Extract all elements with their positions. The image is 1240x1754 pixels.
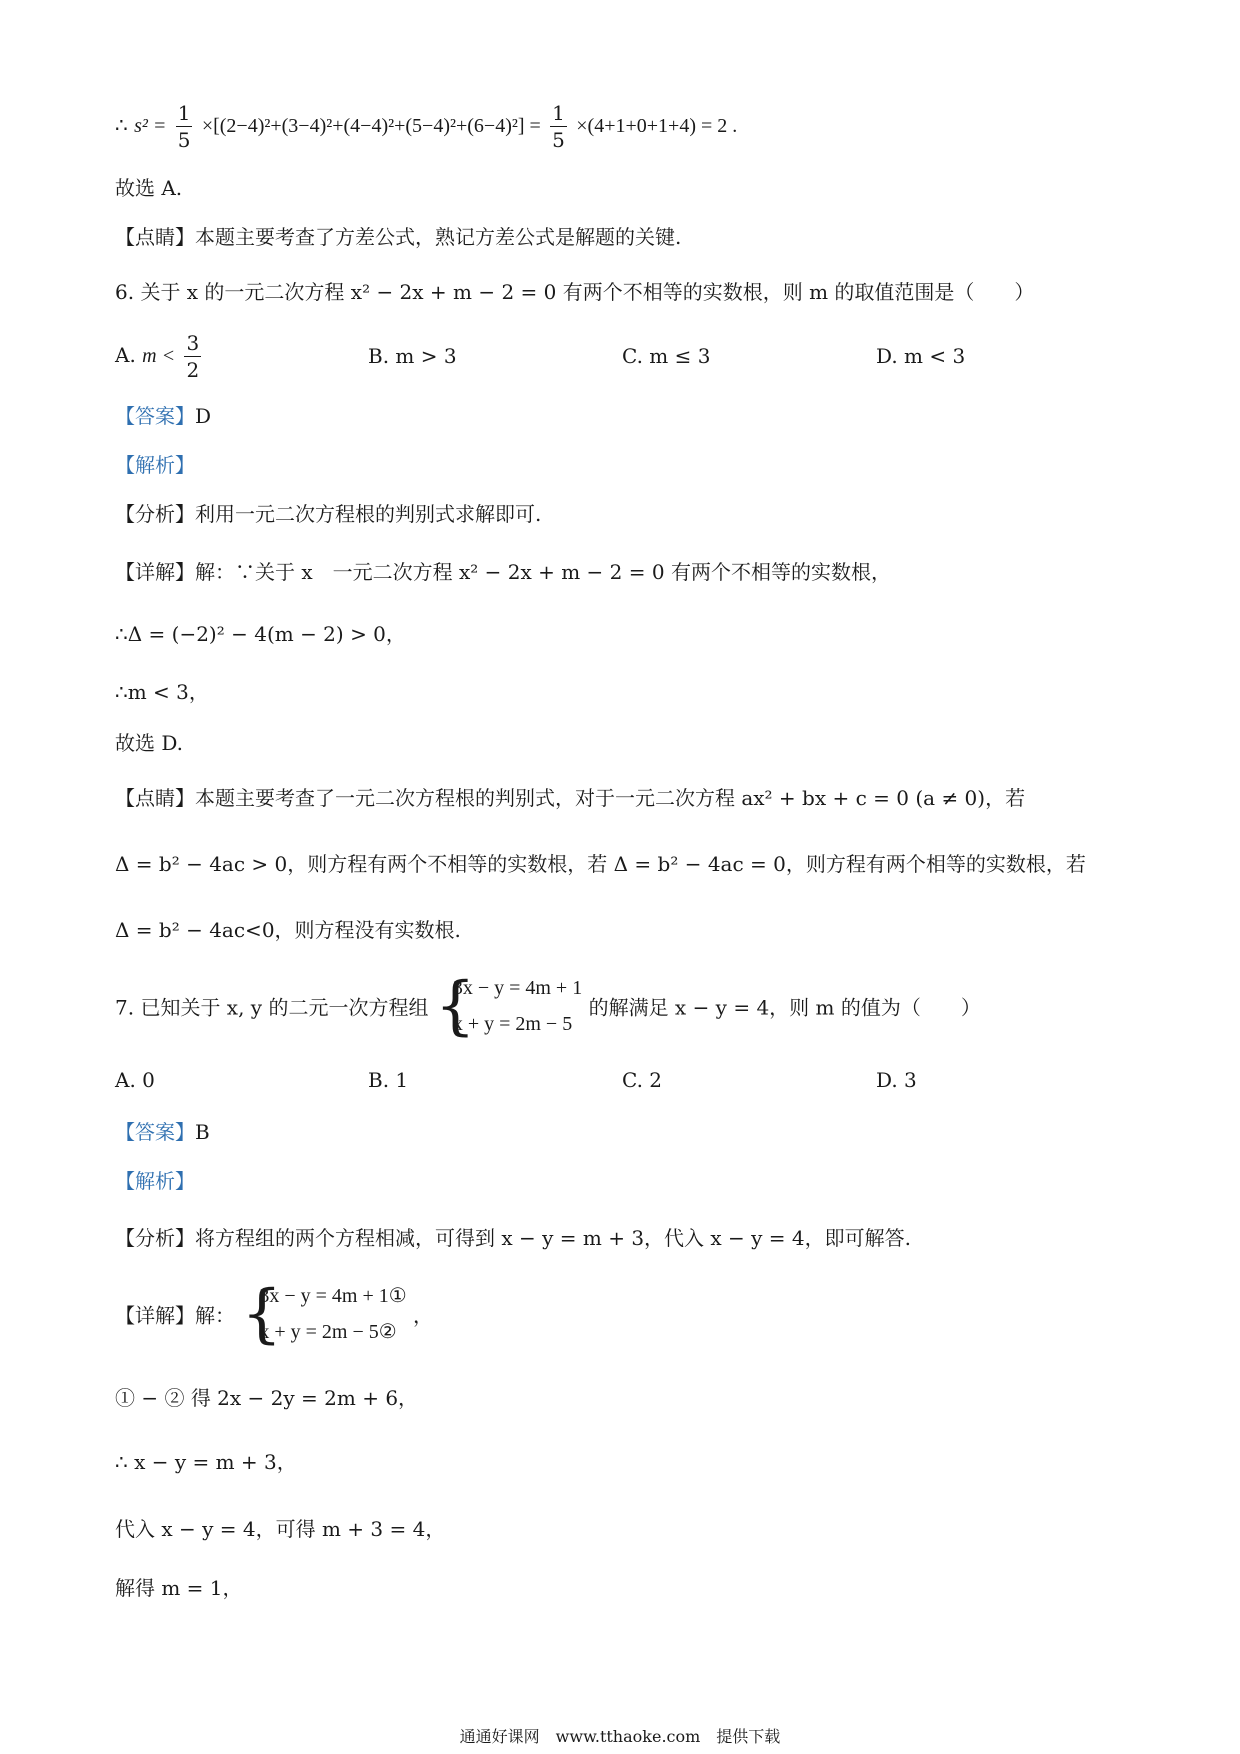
brace-icon: { [241, 1277, 283, 1351]
q6-analysis-tag: 【解析】 [115, 453, 195, 477]
variance-formula-line [115, 100, 737, 153]
q7-stem-post: 的解满足 x − y = 4，则 m 的值为（ ） [588, 995, 981, 1020]
q6-option-b: B. m > 3 [368, 344, 457, 368]
q6-step-2: ∴m < 3， [115, 680, 209, 704]
system-eq-2: x + y = 2m − 5 [452, 1013, 573, 1035]
dianjing-tag: 【点睛】 [115, 225, 195, 249]
q7-fenxi [115, 1222, 911, 1251]
solution-post: ， [413, 1303, 434, 1328]
fraction-numerator: 1 [552, 101, 565, 125]
page-footer: 通通好课网 www.tthaoke.com 提供下载 [459, 1727, 781, 1746]
select-a-line: 故选 A. [115, 176, 183, 200]
question-7-stem [115, 970, 981, 1042]
dianjing-text-1: 本题主要考查了一元二次方程根的判别式，对于一元二次方程 ax² + bx + c = 0 (a ≠ 0)，若 [195, 786, 1026, 810]
xiangjie-text: 解：∵关于 x 一元二次方程 x² − 2x + m − 2 = 0 有两个不相等的实数根， [195, 560, 891, 584]
fraction-denominator: 2 [186, 358, 200, 382]
q7-xiangjie [115, 1278, 433, 1350]
q6-option-d: D. m < 3 [876, 344, 966, 368]
dianjing-tag: 【点睛】 [115, 786, 195, 810]
fraction-numerator: 1 [177, 101, 191, 125]
answer-value: B [195, 1120, 210, 1144]
q7-step-3: 代入 x − y = 4，可得 m + 3 = 4， [115, 1517, 446, 1541]
q6-option-a [115, 330, 204, 383]
q7-option-b: B. 1 [368, 1068, 409, 1092]
q7-option-c: C. 2 [622, 1068, 663, 1092]
xiangjie-pre: 解： [195, 1303, 235, 1328]
q7-stem-pre: 7. 已知关于 x, y 的二元一次方程组 [115, 995, 429, 1020]
q7-step-2: ∴ x − y = m + 3， [115, 1450, 297, 1474]
variance-lhs: s² = [134, 115, 167, 137]
fraction-numerator: 3 [186, 331, 200, 355]
q6-step-1: ∴Δ = (−2)² − 4(m − 2) > 0， [115, 622, 406, 646]
q6-answer [115, 400, 211, 429]
system-eq-1: 3x − y = 4m + 1 [452, 977, 583, 999]
answer-tag: 【答案】 [115, 404, 195, 428]
q7-option-a: A. 0 [115, 1068, 155, 1092]
answer-value: D [195, 404, 212, 428]
option-a-label: A. [115, 343, 136, 367]
q7-analysis-tag: 【解析】 [115, 1169, 195, 1193]
q6-dianjing-2: Δ = b² − 4ac > 0，则方程有两个不相等的实数根，若 Δ = b² − 4ac = 0，则方程有两个相等的实数根，若 [115, 852, 1086, 876]
fraction-denominator: 5 [177, 128, 191, 152]
q6-dianjing-3: Δ = b² − 4ac<0，则方程没有实数根. [115, 918, 461, 942]
q7-equation-system [435, 970, 582, 1042]
q6-option-c: C. m ≤ 3 [622, 344, 711, 368]
xiangjie-tag: 【详解】 [115, 560, 195, 584]
q6-xiangjie [115, 556, 891, 585]
answer-tag: 【答案】 [115, 1120, 195, 1144]
fenxi-text: 利用一元二次方程根的判别式求解即可. [195, 502, 542, 526]
fraction-one-fifth [176, 100, 193, 153]
variance-result: ×(4+1+0+1+4) = 2 . [576, 115, 738, 137]
q7-step-4: 解得 m = 1， [115, 1576, 243, 1600]
q6-fenxi [115, 498, 541, 527]
q7-solution-system [241, 1278, 406, 1350]
fraction-one-fifth-2 [550, 100, 567, 153]
dianjing-text: 本题主要考查了方差公式，熟记方差公式是解题的关键. [195, 225, 682, 249]
variance-body: ×[(2−4)²+(3−4)²+(4−4)²+(5−4)²+(6−4)²] = [201, 115, 541, 137]
q6-dianjing-1 [115, 782, 1025, 811]
q6-step-3: 故选 D. [115, 731, 184, 755]
q7-option-d: D. 3 [876, 1068, 917, 1092]
question-6-stem: 6. 关于 x 的一元二次方程 x² − 2x + m − 2 = 0 有两个不相等的实数根，则 m 的取值范围是（ ） [115, 280, 1035, 304]
solution-eq-2: x + y = 2m − 5② [259, 1321, 397, 1343]
option-a-expr: m < [142, 345, 176, 367]
therefore-symbol: ∴ [115, 113, 128, 137]
fenxi-tag: 【分析】 [115, 502, 195, 526]
fenxi-tag: 【分析】 [115, 1226, 195, 1250]
q7-answer [115, 1116, 210, 1145]
solution-eq-1: 3x − y = 4m + 1① [259, 1285, 407, 1307]
fraction-denominator: 5 [552, 128, 565, 152]
dianjing-note-5 [115, 221, 681, 250]
xiangjie-tag: 【详解】 [115, 1303, 195, 1328]
q7-step-1: ① − ② 得 2x − 2y = 2m + 6， [115, 1386, 419, 1410]
fenxi-text: 将方程组的两个方程相减，可得到 x − y = m + 3，代入 x − y = 4，即可解答. [195, 1226, 912, 1250]
brace-icon: { [434, 969, 476, 1043]
fraction-three-halves [184, 330, 201, 383]
